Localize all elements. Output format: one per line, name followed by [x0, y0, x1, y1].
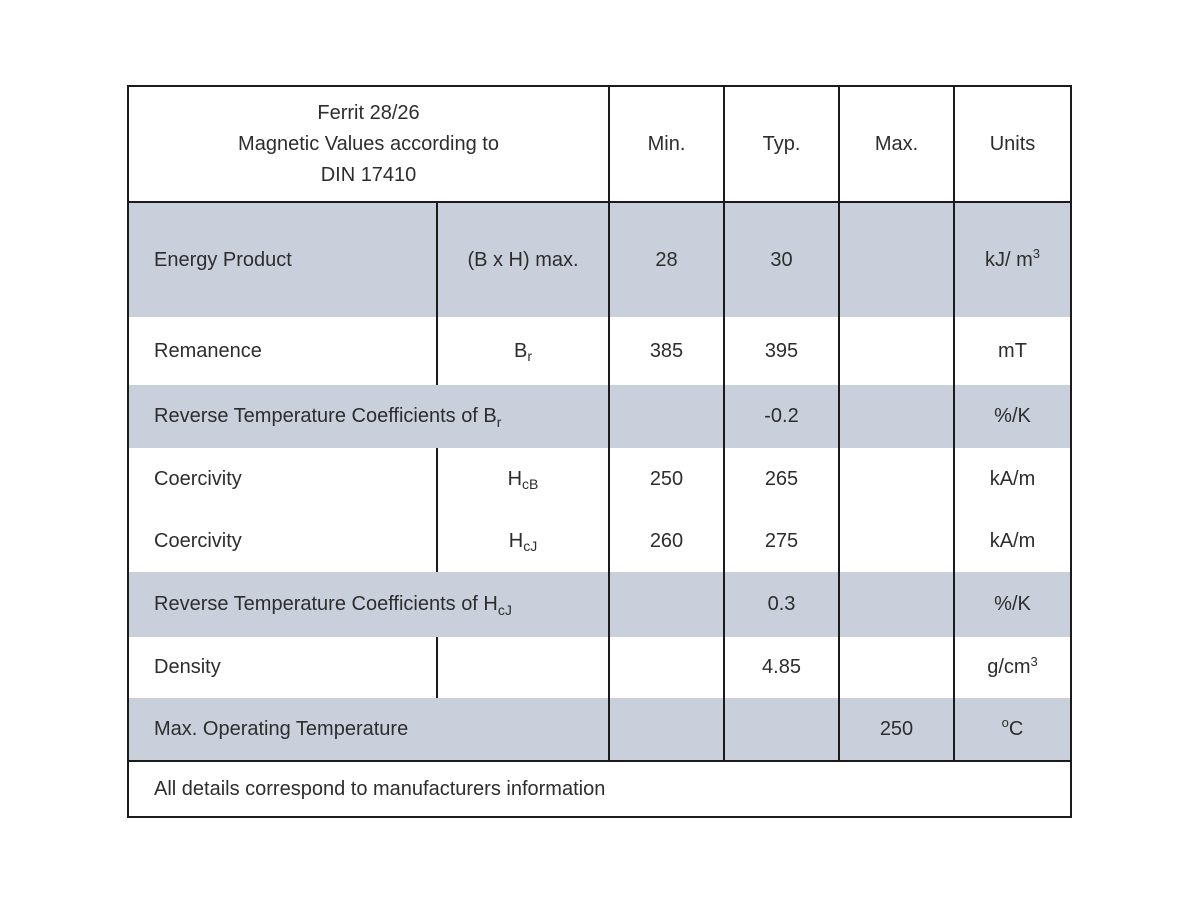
cell-label-rtc-hcj: Reverse Temperature Coefficients of H cJ — [129, 572, 610, 637]
cell-typ-energy-product: 30 — [725, 203, 840, 317]
cell-label-coercivity-hcb: Coercivity — [129, 448, 438, 510]
col-header-max: Max. — [840, 87, 955, 203]
cell-max-energy-product — [840, 203, 955, 317]
cell-max-rtc-br — [840, 385, 955, 448]
cell-max-density — [840, 637, 955, 698]
cell-label-energy-product: Energy Product — [129, 203, 438, 317]
cell-min-rtc-hcj — [610, 572, 725, 637]
table-title — [129, 87, 610, 203]
cell-units-energy-product: kJ/ m 3 — [955, 203, 1070, 317]
table-title-line-3: DIN 17410 — [320, 163, 417, 186]
cell-symbol-density — [438, 637, 610, 698]
cell-min-coercivity-hcj: 260 — [610, 510, 725, 572]
cell-label-density: Density — [129, 637, 438, 698]
cell-max-coercivity-hcj — [840, 510, 955, 572]
cell-max-rtc-hcj — [840, 572, 955, 637]
table-title-line-2: Magnetic Values according to — [238, 132, 499, 155]
magnetic-values-table — [127, 85, 1072, 818]
cell-units-rtc-hcj: %/K — [955, 572, 1070, 637]
cell-typ-max-operating-temperature — [725, 698, 840, 760]
cell-units-density: g/cm 3 — [987, 653, 1038, 678]
cell-units-coercivity-hcb: kA/m — [989, 467, 1036, 490]
cell-max-max-operating-temperature: 250 — [840, 698, 955, 760]
cell-typ-remanence: 395 — [725, 317, 840, 385]
cell-label-coercivity-hcj: Coercivity — [129, 510, 438, 572]
cell-symbol-remanence: B r — [438, 317, 610, 385]
cell-symbol-energy-product: (B x H) max. — [438, 203, 610, 317]
cell-label-remanence: Remanence — [129, 317, 438, 385]
cell-max-remanence — [840, 317, 955, 385]
cell-typ-coercivity-hcb: 265 — [725, 448, 840, 510]
cell-typ-coercivity-hcj: 275 — [725, 510, 840, 572]
col-header-min: Min. — [610, 87, 725, 203]
col-header-typ: Typ. — [725, 87, 840, 203]
cell-typ-rtc-hcj: 0.3 — [725, 572, 840, 637]
cell-min-density — [610, 637, 725, 698]
cell-min-energy-product: 28 — [610, 203, 725, 317]
footer-note: All details correspond to manufacturers information — [129, 760, 1070, 816]
cell-min-remanence: 385 — [610, 317, 725, 385]
cell-label-max-operating-temperature: Max. Operating Temperature — [129, 698, 610, 760]
cell-typ-rtc-br: -0.2 — [725, 385, 840, 448]
cell-min-rtc-br — [610, 385, 725, 448]
cell-min-max-operating-temperature — [610, 698, 725, 760]
cell-units-remanence: mT — [998, 339, 1027, 362]
cell-symbol-coercivity-hcj: H cJ — [438, 510, 610, 572]
table-title-line-1: Ferrit 28/26 — [317, 101, 420, 124]
cell-min-coercivity-hcb: 250 — [610, 448, 725, 510]
cell-units-max-operating-temperature: o C — [955, 698, 1070, 760]
col-header-units: Units — [955, 87, 1070, 203]
cell-typ-density: 4.85 — [725, 637, 840, 698]
cell-symbol-coercivity-hcb: H cB — [438, 448, 610, 510]
cell-units-coercivity-hcj: kA/m — [989, 529, 1036, 552]
cell-label-rtc-br: Reverse Temperature Coefficients of B r — [129, 385, 610, 448]
cell-max-coercivity-hcb — [840, 448, 955, 510]
cell-units-rtc-br: %/K — [955, 385, 1070, 448]
